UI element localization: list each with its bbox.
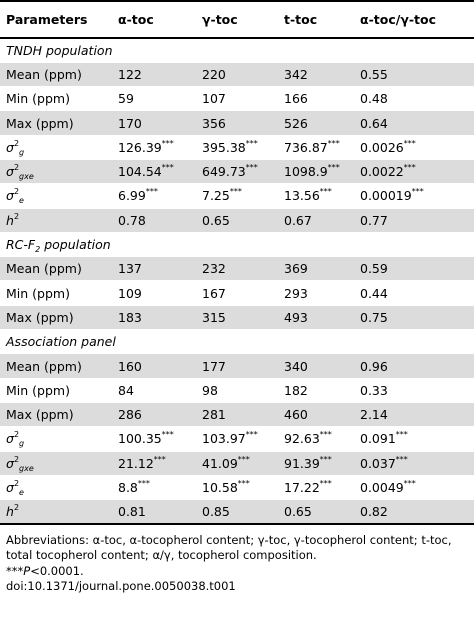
parameter-subscript: g [19,147,25,157]
value-cell [196,500,278,524]
value-cell [112,111,196,135]
cell-value: 13.56 [284,188,320,204]
value-cell [278,135,354,159]
cell-value: 103.97 [202,431,246,447]
value-cell [196,184,278,208]
value-cell [196,159,278,183]
cell-value: 286 [118,407,142,423]
parameter-superscript: 2 [13,478,20,488]
table-row [0,87,474,111]
value-cell [354,184,474,208]
parameter-superscript: 2 [13,163,20,173]
value-cell [354,451,474,475]
cell-value: 0.67 [284,212,312,228]
value-cell [278,500,354,524]
cell-value: 41.09 [202,455,238,471]
parameter-label: Max (ppm) [0,402,112,426]
cell-value: 10.58 [202,479,238,495]
parameter-label [0,500,112,524]
significance-note: ***P<0.0001. [6,563,84,578]
value-cell [112,159,196,183]
parameter-symbol: σ [6,479,14,495]
parameter-symbol: σ [6,139,14,155]
header-row [0,1,474,38]
table-row [0,305,474,329]
significance-marker: *** [245,430,258,440]
table-row [0,184,474,208]
value-cell [354,257,474,281]
parameter-symbol: h [6,504,14,520]
cell-value: 177 [202,358,226,374]
parameter-label: Min (ppm) [0,87,112,111]
cell-value: 0.0022 [360,164,404,180]
cell-value: 0.00019 [360,188,412,204]
cell-value: 0.55 [360,66,388,82]
table-row [0,257,474,281]
table-row [0,208,474,232]
value-cell [278,62,354,86]
value-cell [196,451,278,475]
significance-marker: *** [327,138,340,148]
value-cell [196,402,278,426]
value-cell [278,159,354,183]
significance-marker: *** [403,163,416,173]
value-cell [278,87,354,111]
value-cell [112,208,196,232]
cell-value: 166 [284,91,308,107]
value-cell [112,305,196,329]
section-label: Association panel [0,330,474,354]
table-row [0,159,474,183]
parameter-label: Max (ppm) [0,305,112,329]
cell-value: 17.22 [284,479,320,495]
cell-value: 315 [202,309,226,325]
significance-marker: *** [245,138,258,148]
parameter-subscript: g [19,439,25,449]
cell-value: 0.44 [360,285,388,301]
value-cell [112,87,196,111]
value-cell [354,378,474,402]
cell-value: 167 [202,285,226,301]
value-cell [278,257,354,281]
cell-value: 340 [284,358,308,374]
value-cell [196,475,278,499]
parameter-label: Min (ppm) [0,378,112,402]
value-cell [354,402,474,426]
value-cell [354,111,474,135]
parameter-superscript: 2 [13,187,20,197]
table-row [0,111,474,135]
value-cell [354,135,474,159]
value-cell [112,378,196,402]
cell-value: 0.78 [118,212,146,228]
value-cell [196,305,278,329]
table-row [0,475,474,499]
header-gamma-toc: γ-toc [202,12,238,27]
value-cell [354,281,474,305]
cell-value: 293 [284,285,308,301]
section-row [0,330,474,354]
value-cell [112,427,196,451]
cell-value: 220 [202,66,226,82]
section-label: $RC-F_2$ population [0,232,474,256]
value-cell [278,378,354,402]
significance-marker: *** [395,454,408,464]
parameter-superscript: 2 [13,503,20,513]
cell-value: 104.54 [118,164,162,180]
table-row [0,500,474,524]
value-cell [278,281,354,305]
table-footnotes [0,525,474,595]
cell-value: 0.48 [360,91,388,107]
cell-value: 126.39 [118,139,162,155]
cell-value: 0.64 [360,115,388,131]
value-cell [278,475,354,499]
value-cell [112,402,196,426]
value-cell [354,87,474,111]
table-row [0,378,474,402]
parameter-label [0,427,112,451]
significance-marker: *** [403,138,416,148]
significance-marker: *** [411,187,424,197]
significance-marker: *** [161,138,174,148]
significance-marker: *** [327,163,340,173]
parameter-subscript: e [19,196,24,206]
cell-value: 342 [284,66,308,82]
parameter-symbol: h [6,212,14,228]
parameter-symbol: σ [6,164,14,180]
header-t-toc: t-toc [284,12,318,27]
cell-value: 0.96 [360,358,388,374]
parameter-superscript: 2 [13,430,20,440]
cell-value: 100.35 [118,431,162,447]
significance-marker: *** [319,454,332,464]
parameter-subscript: e [19,487,24,497]
cell-value: 1098.9 [284,164,328,180]
value-cell [196,378,278,402]
cell-value: 0.65 [202,212,230,228]
parameter-label [0,451,112,475]
value-cell [196,135,278,159]
table-body [0,38,474,524]
cell-value: 92.63 [284,431,320,447]
cell-value: 84 [118,382,134,398]
value-cell [354,500,474,524]
value-cell [354,305,474,329]
section-row [0,232,474,256]
cell-value: 160 [118,358,142,374]
cell-value: 0.33 [360,382,388,398]
cell-value: 649.73 [202,164,246,180]
cell-value: 369 [284,261,308,277]
cell-value: 0.82 [360,504,388,520]
parameter-label [0,159,112,183]
value-cell [112,475,196,499]
significance-marker: *** [245,163,258,173]
significance-marker: *** [229,187,242,197]
table-row [0,135,474,159]
cell-value: 6.99 [118,188,146,204]
significance-marker: *** [153,454,166,464]
significance-marker: *** [161,430,174,440]
cell-value: 107 [202,91,226,107]
significance-marker: *** [403,478,416,488]
significance-marker: *** [319,187,332,197]
table-row [0,281,474,305]
parameter-label [0,475,112,499]
significance-marker: *** [395,430,408,440]
value-cell [112,500,196,524]
table-row [0,354,474,378]
parameter-symbol: σ [6,455,14,471]
cell-value: 183 [118,309,142,325]
parameter-label: Mean (ppm) [0,354,112,378]
cell-value: 526 [284,115,308,131]
cell-value: 0.77 [360,212,388,228]
cell-value: 0.75 [360,309,388,325]
cell-value: 109 [118,285,142,301]
cell-value: 356 [202,115,226,131]
significance-marker: *** [137,478,150,488]
value-cell [112,354,196,378]
cell-value: 8.8 [118,479,138,495]
value-cell [112,184,196,208]
cell-value: 0.0026 [360,139,404,155]
cell-value: 2.14 [360,407,388,423]
header-parameters: Parameters [6,12,88,27]
value-cell [354,427,474,451]
cell-value: 91.39 [284,455,320,471]
parameter-subscript: gxe [19,463,34,473]
value-cell [196,87,278,111]
doi-note: doi:10.1371/journal.pone.0050038.t001 [6,579,236,594]
value-cell [112,135,196,159]
value-cell [278,427,354,451]
parameter-label: Mean (ppm) [0,257,112,281]
cell-value: 460 [284,407,308,423]
cell-value: 0.65 [284,504,312,520]
section-row [0,38,474,62]
parameter-label [0,208,112,232]
value-cell [112,62,196,86]
value-cell [196,257,278,281]
cell-value: 0.0049 [360,479,404,495]
value-cell [196,427,278,451]
cell-value: 0.037 [360,455,396,471]
header-alpha-gamma-ratio: α-toc/γ-toc [360,12,436,27]
parameter-label: Mean (ppm) [0,62,112,86]
cell-value: 395.38 [202,139,246,155]
parameter-label: Max (ppm) [0,111,112,135]
cell-value: 0.85 [202,504,230,520]
value-cell [354,208,474,232]
cell-value: 493 [284,309,308,325]
value-cell [354,62,474,86]
cell-value: 21.12 [118,455,154,471]
cell-value: 736.87 [284,139,328,155]
parameter-subscript: gxe [19,172,34,182]
parameter-superscript: 2 [13,138,20,148]
parameter-superscript: 2 [13,454,20,464]
significance-marker: *** [145,187,158,197]
parameter-symbol: σ [6,431,14,447]
cell-value: 0.81 [118,504,146,520]
cell-value: 182 [284,382,308,398]
value-cell [196,208,278,232]
value-cell [196,62,278,86]
cell-value: 7.25 [202,188,230,204]
value-cell [354,475,474,499]
cell-value: 0.091 [360,431,396,447]
table-row [0,62,474,86]
table-row [0,402,474,426]
value-cell [278,354,354,378]
value-cell [112,281,196,305]
cell-value: 281 [202,407,226,423]
value-cell [196,111,278,135]
value-cell [196,281,278,305]
value-cell [278,402,354,426]
parameter-superscript: 2 [13,211,20,221]
value-cell [196,354,278,378]
value-cell [278,305,354,329]
cell-value: 0.59 [360,261,388,277]
cell-value: 98 [202,382,218,398]
value-cell [112,257,196,281]
cell-value: 232 [202,261,226,277]
section-label: TNDH population [0,38,474,62]
value-cell [278,184,354,208]
significance-marker: *** [319,478,332,488]
cell-value: 170 [118,115,142,131]
significance-marker: *** [237,454,250,464]
table-row [0,427,474,451]
cell-value: 137 [118,261,142,277]
section-label-subscript: 2 [35,245,41,255]
value-cell [354,354,474,378]
significance-marker: *** [237,478,250,488]
significance-marker: *** [319,430,332,440]
parameter-label: Min (ppm) [0,281,112,305]
cell-value: 122 [118,66,142,82]
value-cell [278,111,354,135]
value-cell [354,159,474,183]
table-row [0,451,474,475]
value-cell [278,208,354,232]
parameter-label [0,135,112,159]
parameter-label [0,184,112,208]
cell-value: 59 [118,91,134,107]
significance-marker: *** [161,163,174,173]
abbreviations-note: Abbreviations: α-toc, α-tocopherol content; γ-toc, γ-tocopherol content; t-toc, total tocopherol content; α/γ, tocopherol composition. [6,532,452,563]
header-alpha-toc: α-toc [118,12,154,27]
value-cell [112,451,196,475]
value-cell [278,451,354,475]
parameter-symbol: σ [6,188,14,204]
